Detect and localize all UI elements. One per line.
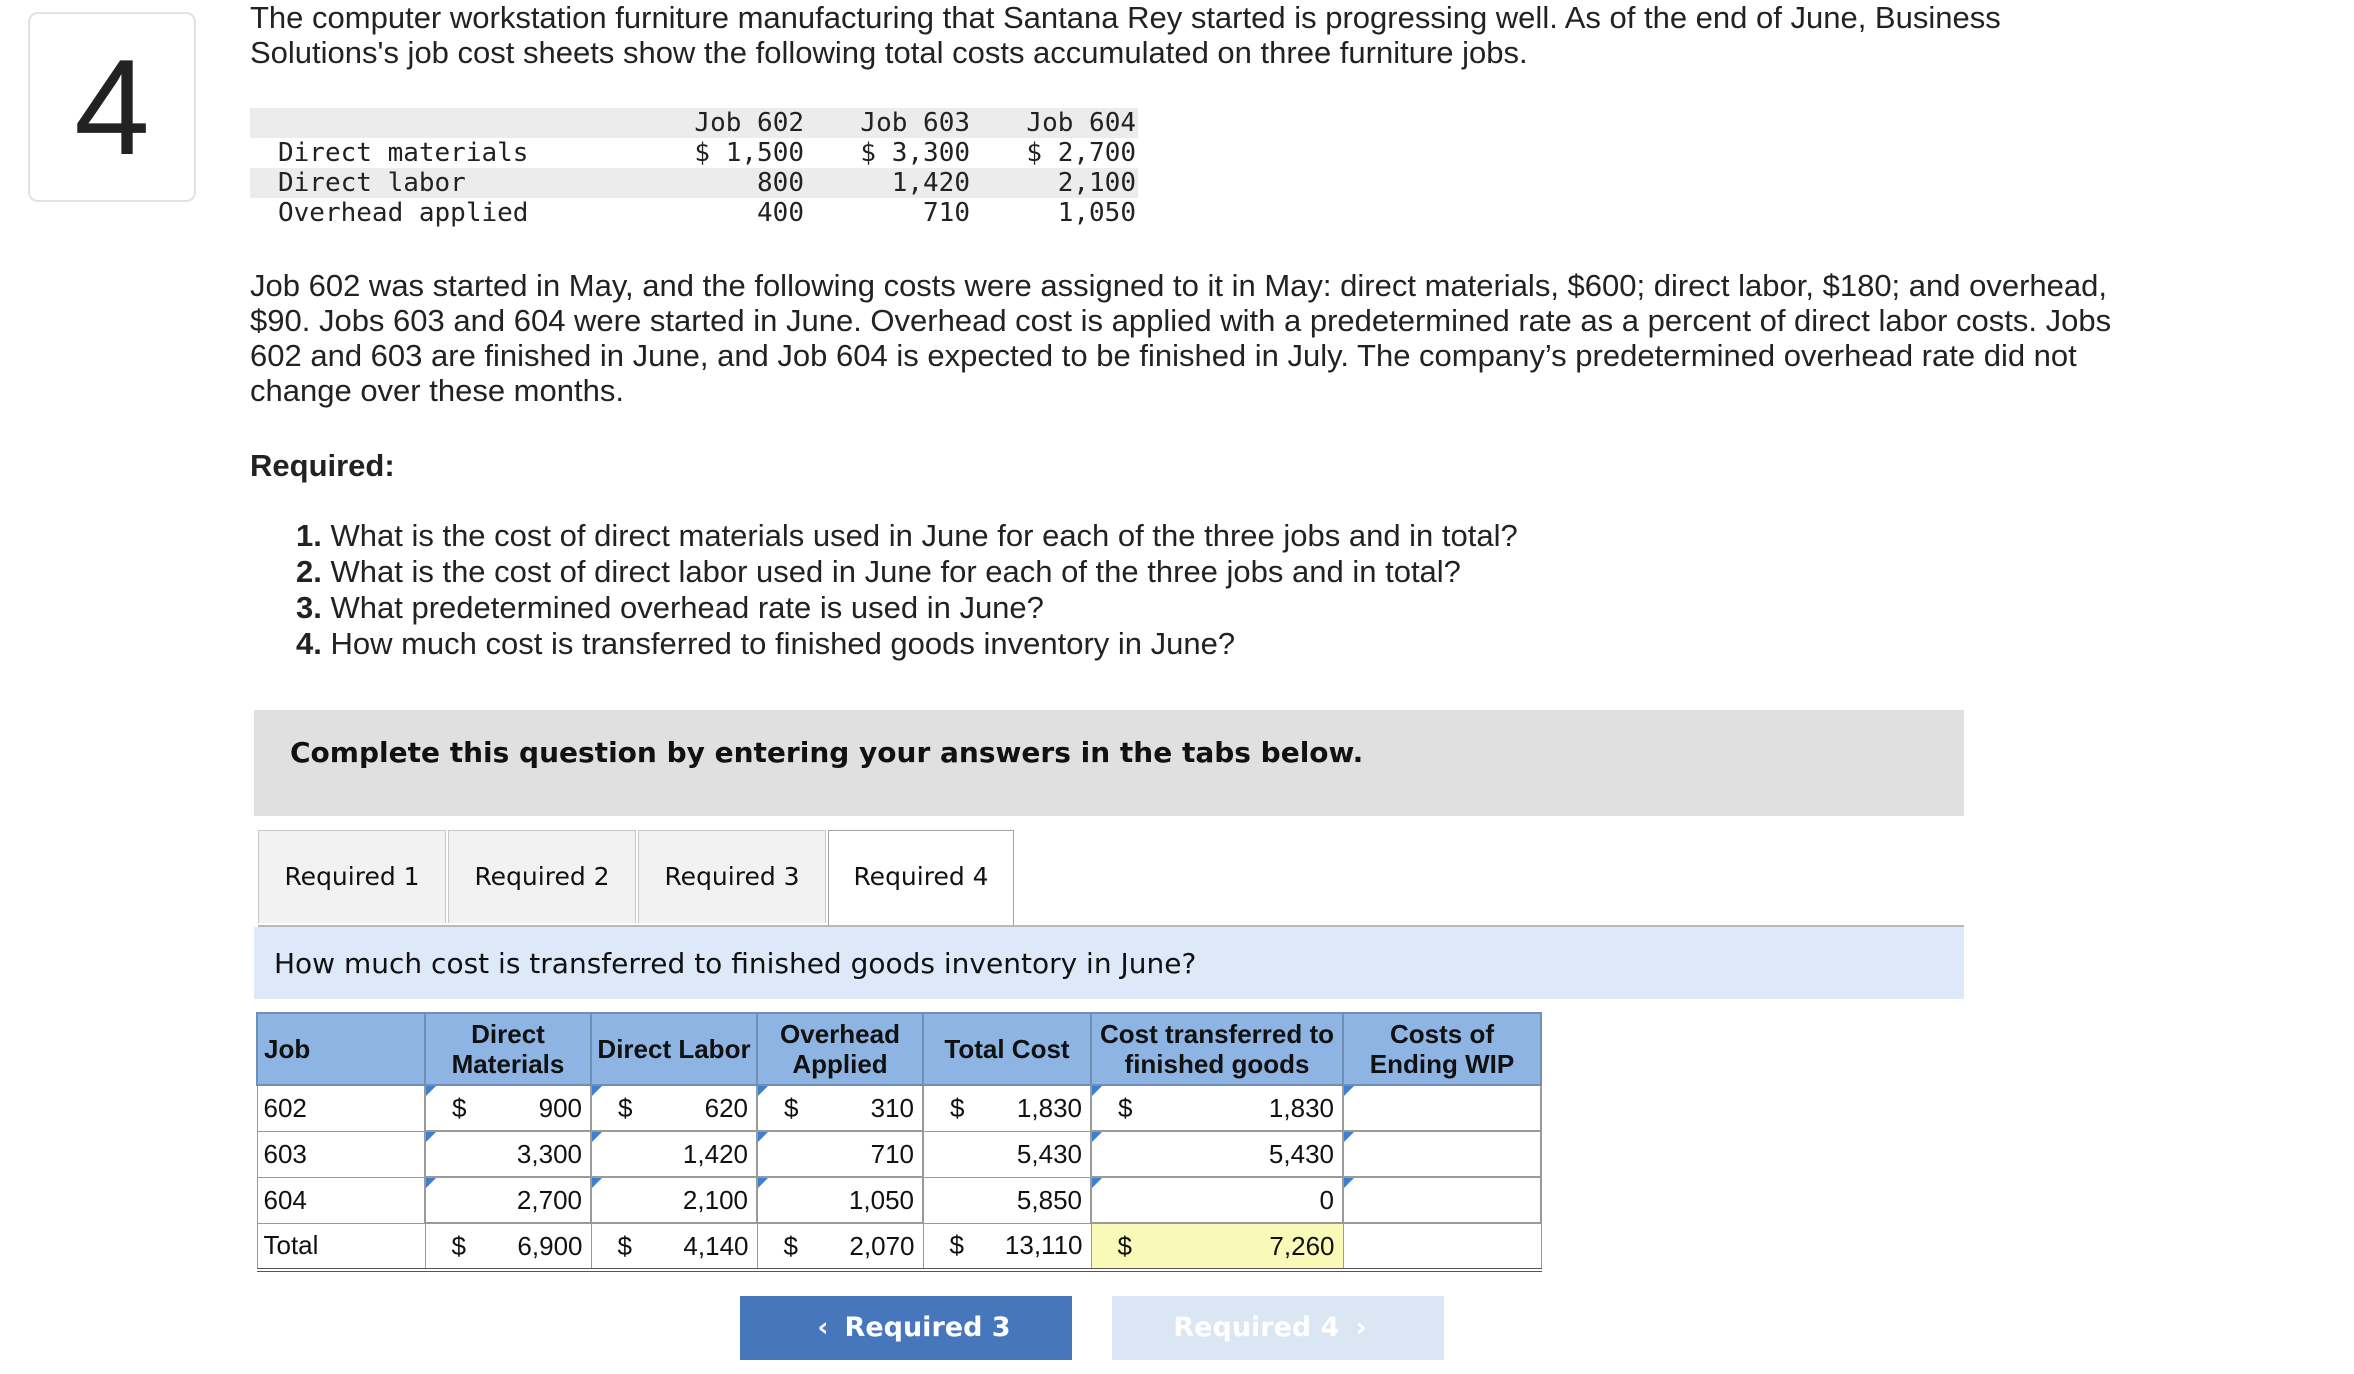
cell-value: 13,110 xyxy=(1004,1230,1083,1261)
cell-value: 710 xyxy=(870,1138,914,1169)
requirement-item xyxy=(296,626,1518,662)
prev-button-label: Required 3 xyxy=(844,1312,1011,1343)
job-cost-value: 400 xyxy=(757,198,804,228)
column-header-direct-labor: Direct Labor xyxy=(591,1013,757,1085)
cell-value: 2,100 xyxy=(682,1184,748,1215)
requirement-text: What is the cost of direct labor used in June for each of the three jobs and in total? xyxy=(330,554,1461,589)
requirement-number: 2. xyxy=(296,554,322,589)
direct-labor-total xyxy=(591,1223,757,1270)
job-cost-header: Job 603 xyxy=(806,108,972,138)
job-cost-header: Job 604 xyxy=(972,108,1138,138)
tab-required-4[interactable]: Required 4 xyxy=(828,830,1014,926)
column-header-ending-wip: Costs of Ending WIP xyxy=(1343,1013,1541,1085)
ending-wip-input[interactable] xyxy=(1343,1177,1541,1223)
job-cell: 604 xyxy=(257,1177,425,1223)
required-heading: Required: xyxy=(250,448,395,483)
overhead-applied-input[interactable] xyxy=(757,1131,923,1177)
chevron-left-icon: ‹ xyxy=(817,1312,829,1343)
tab-required-2[interactable]: Required 2 xyxy=(448,830,636,923)
cell-value: 1,830 xyxy=(1268,1092,1334,1123)
tab-question-bar xyxy=(254,927,1964,999)
direct-materials-input[interactable] xyxy=(425,1085,591,1131)
prev-tab-button[interactable] xyxy=(740,1296,1072,1360)
cell-value: 3,300 xyxy=(516,1138,582,1169)
chevron-right-icon: › xyxy=(1355,1312,1367,1343)
table-row xyxy=(257,1131,1541,1177)
column-header-cost-transferred: Cost transferred to finished goods xyxy=(1091,1013,1343,1085)
table-row xyxy=(257,1085,1541,1131)
requirement-text: How much cost is transferred to finished goods inventory in June? xyxy=(330,626,1236,661)
next-button-label: Required 4 xyxy=(1173,1312,1340,1343)
ending-wip-total xyxy=(1343,1223,1541,1270)
total-cost-total xyxy=(923,1223,1091,1270)
total-cost-cell xyxy=(923,1085,1091,1131)
currency-sign: $ xyxy=(950,1092,965,1123)
currency-sign: $ xyxy=(784,1092,799,1123)
tab-question-text: How much cost is transferred to finished goods inventory in June? xyxy=(274,947,1197,980)
next-tab-button xyxy=(1112,1296,1444,1360)
cell-value: 0 xyxy=(1319,1184,1334,1215)
job-cell: 602 xyxy=(257,1085,425,1131)
currency-sign: $ xyxy=(618,1092,633,1123)
job-cost-header-row xyxy=(250,108,1138,138)
intro-text: The computer workstation furniture manufacturing that Santana Rey started is progressing well. As of the end of June, Business Solutions's job cost sheets show the following total costs accumulated on three furniture jobs. xyxy=(250,0,2001,70)
question-number: 4 xyxy=(74,31,150,183)
requirement-text: What predetermined overhead rate is used in June? xyxy=(330,590,1044,625)
requirement-item xyxy=(296,554,1518,590)
cell-value: 2,070 xyxy=(849,1230,915,1261)
instruction-banner xyxy=(254,710,1964,816)
job-cost-label: Direct labor xyxy=(250,168,640,198)
job-cost-value: $ 2,700 xyxy=(1026,138,1136,168)
overhead-applied-input[interactable] xyxy=(757,1177,923,1223)
cell-value: 5,430 xyxy=(1268,1138,1334,1169)
job-cost-value: $ 3,300 xyxy=(860,138,970,168)
currency-sign: $ xyxy=(452,1092,467,1123)
cell-value: 7,260 xyxy=(1269,1230,1335,1261)
requirement-item xyxy=(296,518,1518,554)
requirement-number: 3. xyxy=(296,590,322,625)
total-row xyxy=(257,1223,1541,1270)
cell-value: 4,140 xyxy=(683,1230,749,1261)
column-header-overhead-applied: Overhead Applied xyxy=(757,1013,923,1085)
cell-value: 1,050 xyxy=(848,1184,914,1215)
question-number-box xyxy=(28,12,196,202)
answer-header-row xyxy=(257,1013,1541,1085)
column-header-direct-materials: Direct Materials xyxy=(425,1013,591,1085)
direct-materials-input[interactable] xyxy=(425,1177,591,1223)
cell-value: 5,430 xyxy=(1016,1138,1082,1169)
cell-value: 900 xyxy=(538,1092,582,1123)
cell-value: 5,850 xyxy=(1016,1184,1082,1215)
requirement-text: What is the cost of direct materials used in June for each of the three jobs and in total? xyxy=(330,518,1518,553)
job-cost-label: Overhead applied xyxy=(278,198,529,228)
answer-table xyxy=(256,1012,1542,1272)
job-cost-row xyxy=(250,138,1138,168)
column-header-job: Job xyxy=(257,1013,425,1085)
overhead-applied-input[interactable] xyxy=(757,1085,923,1131)
cell-value: 6,900 xyxy=(517,1230,583,1261)
cost-transferred-total xyxy=(1091,1223,1343,1270)
problem-paragraph: Job 602 was started in May, and the following costs were assigned to it in May: direct materials, $600; direct labor, $180; and overhead, $90. Jobs 603 and 604 were started in June. Overhead cost is applied with a predetermined rate as a percent of direct labor costs. Jobs 602 and 603 are finished in June, and Job 604 is expected to be finished in July. The company’s predetermined overhead rate did not change over these months. xyxy=(250,268,2112,408)
direct-labor-input[interactable] xyxy=(591,1085,757,1131)
ending-wip-input[interactable] xyxy=(1343,1085,1541,1131)
direct-materials-total xyxy=(425,1223,591,1270)
cell-value: 310 xyxy=(870,1092,914,1123)
requirement-number: 4. xyxy=(296,626,322,661)
table-row xyxy=(257,1177,1541,1223)
job-cost-table xyxy=(250,108,1138,228)
job-cost-label: Direct materials xyxy=(278,138,529,168)
total-cost-cell xyxy=(923,1177,1091,1223)
direct-labor-input[interactable] xyxy=(591,1177,757,1223)
requirements-list xyxy=(296,518,1518,662)
requirement-number: 1. xyxy=(296,518,322,553)
job-cost-value: 800 xyxy=(640,168,806,198)
requirement-item xyxy=(296,590,1518,626)
job-cell: 603 xyxy=(257,1131,425,1177)
currency-sign: $ xyxy=(949,1230,964,1261)
currency-sign: $ xyxy=(783,1230,798,1261)
job-cost-value: 1,050 xyxy=(1057,198,1136,228)
currency-sign: $ xyxy=(451,1230,466,1261)
currency-sign: $ xyxy=(1117,1230,1132,1261)
cell-value: 2,700 xyxy=(516,1184,582,1215)
cost-transferred-input[interactable] xyxy=(1091,1085,1343,1131)
instruction-text: Complete this question by entering your answers in the tabs below. xyxy=(290,736,1364,769)
overhead-applied-total xyxy=(757,1223,923,1270)
job-cost-value: 2,100 xyxy=(972,168,1138,198)
cost-transferred-input[interactable] xyxy=(1091,1177,1343,1223)
tab-required-1[interactable]: Required 1 xyxy=(258,830,446,923)
cell-value: 620 xyxy=(704,1092,748,1123)
job-cost-row xyxy=(250,168,1138,198)
job-cost-value: $ 1,500 xyxy=(694,138,804,168)
currency-sign: $ xyxy=(617,1230,632,1261)
job-cost-value: 710 xyxy=(923,198,970,228)
cell-value: 1,830 xyxy=(1016,1092,1082,1123)
job-cost-row xyxy=(250,198,1138,228)
job-cost-header: Job 602 xyxy=(640,108,806,138)
job-cell: Total xyxy=(257,1223,425,1270)
direct-materials-input[interactable] xyxy=(425,1131,591,1177)
ending-wip-input[interactable] xyxy=(1343,1131,1541,1177)
currency-sign: $ xyxy=(1118,1092,1133,1123)
column-header-total-cost: Total Cost xyxy=(923,1013,1091,1085)
direct-labor-input[interactable] xyxy=(591,1131,757,1177)
tab-required-3[interactable]: Required 3 xyxy=(638,830,826,923)
total-cost-cell xyxy=(923,1131,1091,1177)
job-cost-value: 1,420 xyxy=(806,168,972,198)
cost-transferred-input[interactable] xyxy=(1091,1131,1343,1177)
cell-value: 1,420 xyxy=(682,1138,748,1169)
